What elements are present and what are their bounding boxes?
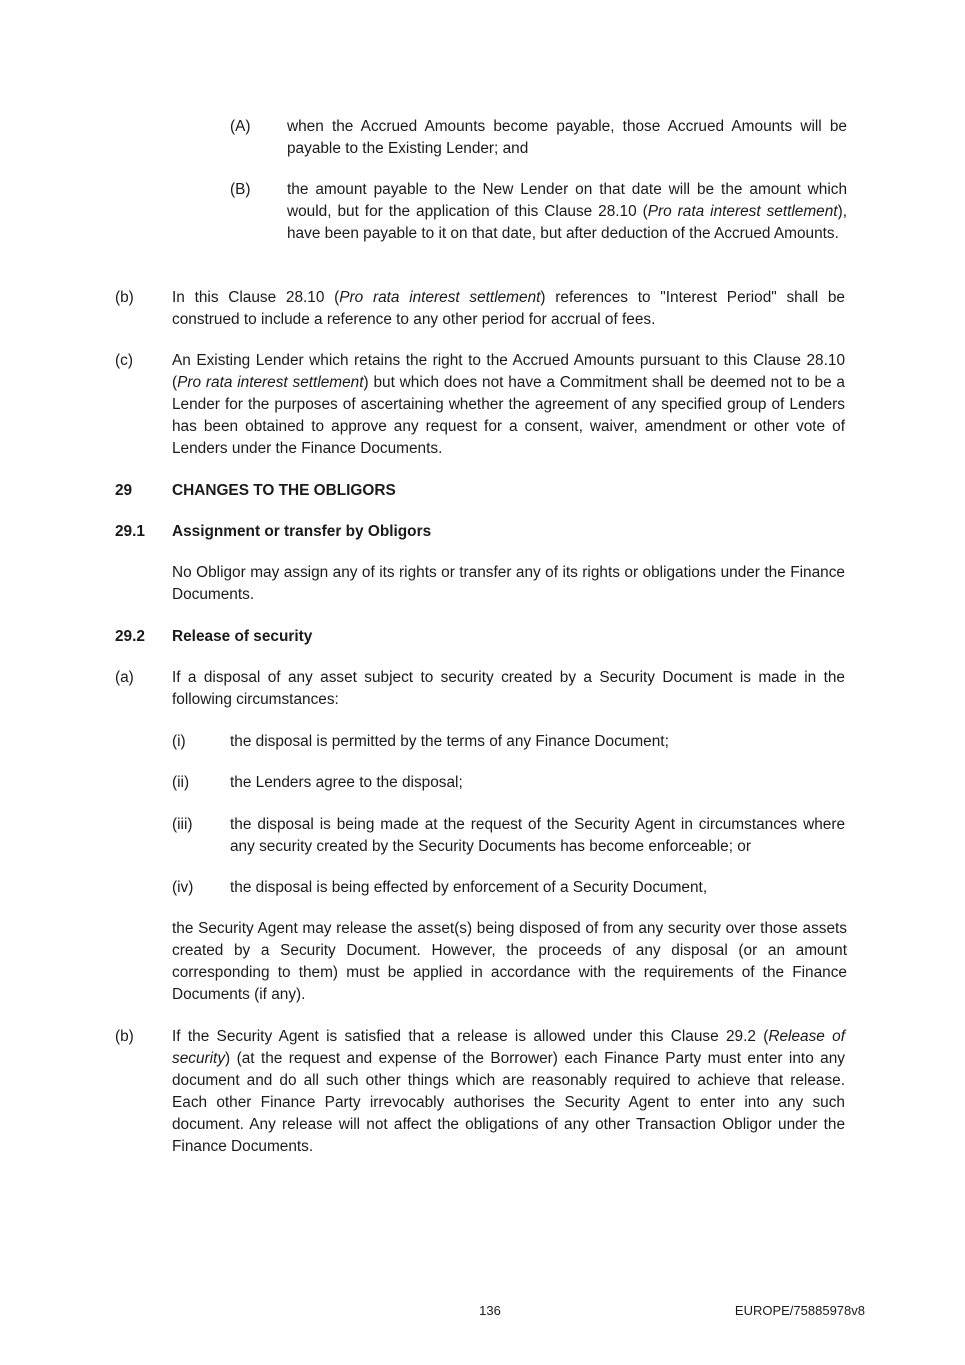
paragraph-a-disposal [115, 667, 845, 711]
text-run: In this Clause 28.10 ( [172, 289, 340, 306]
paragraph-text [172, 1026, 845, 1158]
clause-title: Release of security [172, 628, 313, 645]
sub-item-text: the Lenders agree to the disposal; [230, 774, 463, 791]
sub-item-label: (i) [172, 733, 186, 750]
text-run: If the Security Agent is satisfied that a release is allowed under this Clause 29.2 ( [172, 1028, 769, 1045]
clause-29-1-body [172, 562, 845, 606]
sub-item-text: the disposal is being effected by enforcement of a Security Document, [230, 879, 708, 896]
clause-heading-29-1 [115, 521, 845, 543]
release-continuation [172, 918, 847, 1006]
paragraph-text [172, 287, 845, 331]
section-heading-29 [115, 480, 845, 502]
paragraph-b-release [115, 1026, 845, 1158]
paragraph-text [172, 350, 845, 460]
sub-item-label: (iv) [172, 879, 194, 896]
item-B [230, 179, 847, 245]
text-run: ) but which does not have a Commitment shall be deemed not to be a Lender for the purposes of ascertaining whether the agreement of any specified group of Lenders has been obtained to approve any request for a consent, waiver, amendment or other vote of Lenders under the Finance Documents. [172, 374, 845, 457]
document-reference: EUROPE/75885978v8 [734, 1303, 865, 1318]
sub-item [172, 877, 845, 899]
text-run: ), have been payable to it on that date, but after deduction of the Accrued Amounts. [287, 203, 847, 242]
section-title: CHANGES TO THE OBLIGORS [172, 482, 396, 499]
paragraph-label: (b) [115, 289, 134, 306]
section-number: 29 [115, 482, 133, 499]
item-A [230, 116, 847, 160]
item-text [287, 179, 847, 245]
clause-title: Assignment or transfer by Obligors [172, 523, 432, 540]
paragraph-text: If a disposal of any asset subject to security created by a Security Document is made in the following circumstances: [172, 669, 845, 708]
text-run: ) references to "Interest Period" shall be construed to include a reference to any other period for accrual of fees. [172, 289, 845, 328]
clause-reference: Release of security [172, 1028, 845, 1067]
sub-item [172, 731, 845, 753]
paragraph-label: (b) [115, 1028, 134, 1045]
clause-text: No Obligor may assign any of its rights or transfer any of its rights or obligations under the Finance Documents. [172, 564, 845, 603]
clause-number: 29.1 [115, 523, 145, 540]
sub-item-text: the disposal is permitted by the terms of any Finance Document; [230, 733, 669, 750]
text-run: ) (at the request and expense of the Borrower) each Finance Party must enter into any document and do all such other things which are reasonably required to achieve that release. Each other Finance Party irrevocably authorises the Security Agent to enter into any such document. Any release will not affect the obligations of any other Transaction Obligor under the Finance Documents. [172, 1050, 845, 1155]
paragraph-b-interest [115, 287, 845, 331]
clause-reference: Pro rata interest settlement [339, 289, 541, 306]
item-label: (A) [230, 118, 251, 135]
sub-item [172, 814, 845, 858]
page-number: 136 [479, 1303, 501, 1318]
sub-item [172, 772, 845, 794]
clause-number: 29.2 [115, 628, 145, 645]
paragraph-c-existing-lender [115, 350, 845, 460]
clause-reference: Pro rata interest settlement [647, 203, 838, 220]
paragraph-label: (c) [115, 352, 133, 369]
text-run: An Existing Lender which retains the right to the Accrued Amounts pursuant to this Clause 28.10 ( [172, 352, 845, 391]
sub-item-text: the disposal is being made at the request of the Security Agent in circumstances where any security created by the Security Documents has become enforceable; or [230, 816, 845, 855]
sub-item-label: (iii) [172, 816, 193, 833]
sub-item-label: (ii) [172, 774, 190, 791]
clause-reference: Pro rata interest settlement [177, 374, 364, 391]
paragraph-text: the Security Agent may release the asset(s) being disposed of from any security over those assets created by a Security Document. However, the proceeds of any disposal (or an amount corresponding to them) must be applied in accordance with the requirements of the Finance Documents (if any). [172, 920, 847, 1003]
item-text: when the Accrued Amounts become payable, those Accrued Amounts will be payable to the Existing Lender; and [287, 118, 847, 157]
item-label: (B) [230, 181, 251, 198]
clause-heading-29-2 [115, 626, 845, 648]
text-run: the amount payable to the New Lender on that date will be the amount which would, but for the application of this Clause 28.10 ( [287, 181, 847, 220]
paragraph-label: (a) [115, 669, 134, 686]
